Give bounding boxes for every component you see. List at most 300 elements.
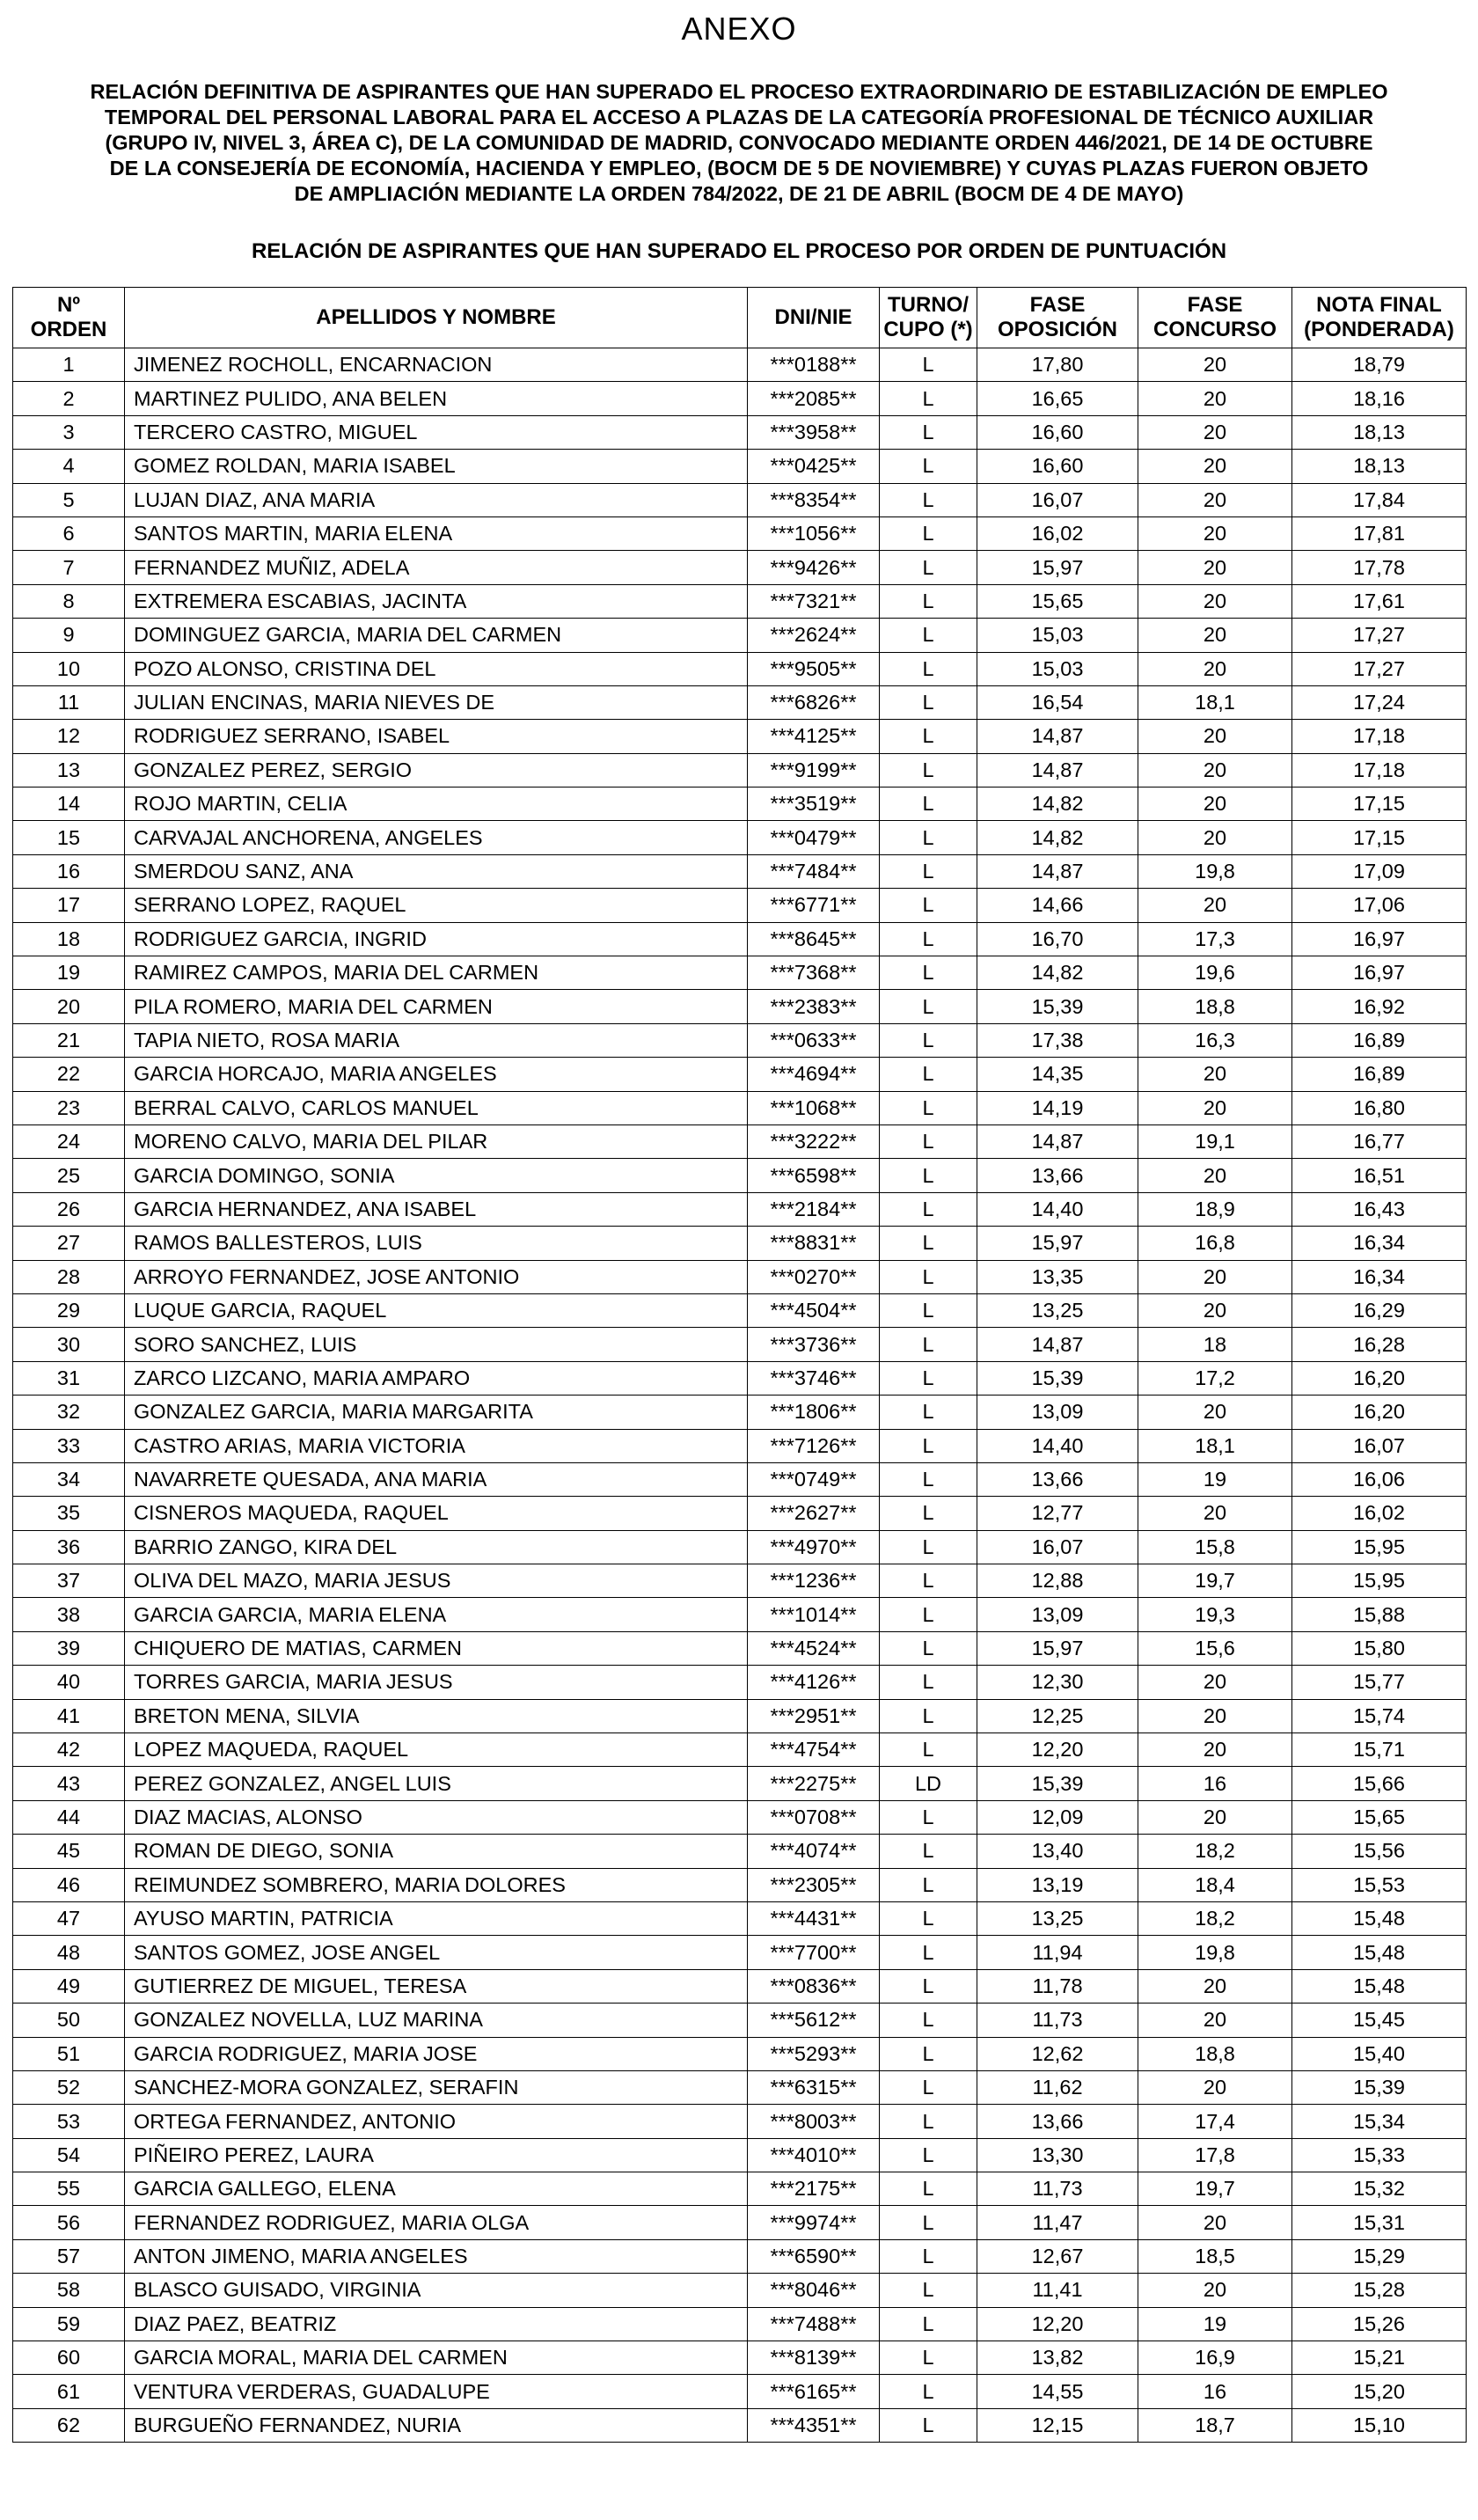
cell-dni: ***1014** (748, 1598, 880, 1631)
cell-fase-oposicion: 11,47 (977, 2206, 1138, 2239)
cell-nombre: CASTRO ARIAS, MARIA VICTORIA (125, 1429, 748, 1462)
table-row (13, 1497, 1467, 1530)
cell-orden: 19 (13, 956, 125, 990)
cell-orden: 18 (13, 922, 125, 956)
table-row (13, 450, 1467, 483)
cell-fase-concurso: 18,8 (1138, 2037, 1292, 2070)
cell-dni: ***5612** (748, 2004, 880, 2037)
header-nota-final: NOTA FINAL (PONDERADA) (1292, 288, 1467, 348)
cell-turno: L (880, 483, 977, 516)
cell-nota-final: 15,29 (1292, 2239, 1467, 2273)
cell-dni: ***4970** (748, 1530, 880, 1564)
cell-nombre: MARTINEZ PULIDO, ANA BELEN (125, 382, 748, 415)
cell-turno: L (880, 2206, 977, 2239)
cell-nombre: PIÑEIRO PEREZ, LAURA (125, 2138, 748, 2172)
cell-turno: L (880, 1091, 977, 1124)
cell-fase-oposicion: 14,87 (977, 1328, 1138, 1361)
cell-nombre: TERCERO CASTRO, MIGUEL (125, 415, 748, 449)
cell-fase-concurso: 16,9 (1138, 2341, 1292, 2375)
cell-nota-final: 15,53 (1292, 1868, 1467, 1901)
cell-orden: 36 (13, 1530, 125, 1564)
cell-orden: 40 (13, 1666, 125, 1699)
cell-nota-final: 15,40 (1292, 2037, 1467, 2070)
cell-nota-final: 17,84 (1292, 483, 1467, 516)
table-row (13, 2105, 1467, 2138)
cell-fase-oposicion: 16,65 (977, 382, 1138, 415)
cell-orden: 7 (13, 551, 125, 584)
cell-turno: L (880, 1058, 977, 1091)
cell-nota-final: 16,06 (1292, 1462, 1467, 1496)
cell-dni: ***2085** (748, 382, 880, 415)
cell-turno: L (880, 1462, 977, 1496)
cell-orden: 28 (13, 1260, 125, 1293)
cell-fase-concurso: 17,8 (1138, 2138, 1292, 2172)
cell-fase-concurso: 18 (1138, 1328, 1292, 1361)
cell-orden: 46 (13, 1868, 125, 1901)
cell-turno: L (880, 1835, 977, 1868)
cell-fase-concurso: 20 (1138, 1800, 1292, 1834)
cell-fase-concurso: 19,6 (1138, 956, 1292, 990)
cell-dni: ***2951** (748, 1699, 880, 1732)
cell-fase-concurso: 16,8 (1138, 1227, 1292, 1260)
cell-nota-final: 15,88 (1292, 1598, 1467, 1631)
cell-dni: ***4524** (748, 1631, 880, 1665)
cell-orden: 59 (13, 2307, 125, 2341)
cell-fase-concurso: 20 (1138, 652, 1292, 685)
table-row (13, 2172, 1467, 2206)
table-row (13, 1666, 1467, 1699)
cell-nota-final: 18,13 (1292, 415, 1467, 449)
cell-fase-concurso: 18,7 (1138, 2408, 1292, 2442)
cell-fase-oposicion: 15,39 (977, 1767, 1138, 1800)
cell-turno: L (880, 348, 977, 382)
cell-orden: 14 (13, 788, 125, 821)
cell-turno: L (880, 415, 977, 449)
cell-fase-concurso: 18,9 (1138, 1192, 1292, 1226)
cell-dni: ***0270** (748, 1260, 880, 1293)
cell-orden: 23 (13, 1091, 125, 1124)
cell-turno: L (880, 1564, 977, 1598)
cell-nota-final: 15,95 (1292, 1530, 1467, 1564)
cell-dni: ***4010** (748, 2138, 880, 2172)
cell-dni: ***3519** (748, 788, 880, 821)
cell-nombre: PEREZ GONZALEZ, ANGEL LUIS (125, 1767, 748, 1800)
cell-fase-concurso: 20 (1138, 1733, 1292, 1767)
cell-fase-oposicion: 11,94 (977, 1936, 1138, 1969)
cell-dni: ***2275** (748, 1767, 880, 1800)
header-turno: TURNO/ CUPO (*) (880, 288, 977, 348)
cell-fase-concurso: 20 (1138, 720, 1292, 753)
cell-dni: ***4351** (748, 2408, 880, 2442)
table-row (13, 1901, 1467, 1935)
table-row (13, 1462, 1467, 1496)
cell-nombre: GUTIERREZ DE MIGUEL, TERESA (125, 1969, 748, 2003)
cell-turno: L (880, 2408, 977, 2442)
cell-orden: 33 (13, 1429, 125, 1462)
cell-orden: 1 (13, 348, 125, 382)
cell-dni: ***1068** (748, 1091, 880, 1124)
cell-fase-oposicion: 11,78 (977, 1969, 1138, 2003)
cell-nota-final: 16,89 (1292, 1023, 1467, 1057)
cell-fase-concurso: 20 (1138, 584, 1292, 618)
cell-nota-final: 16,97 (1292, 922, 1467, 956)
cell-turno: L (880, 1733, 977, 1767)
table-row (13, 1936, 1467, 1969)
cell-fase-concurso: 19,8 (1138, 854, 1292, 888)
cell-fase-oposicion: 15,65 (977, 584, 1138, 618)
cell-turno: L (880, 1497, 977, 1530)
cell-nombre: RAMOS BALLESTEROS, LUIS (125, 1227, 748, 1260)
cell-orden: 34 (13, 1462, 125, 1496)
cell-fase-oposicion: 14,87 (977, 753, 1138, 787)
results-body (13, 348, 1467, 2443)
cell-turno: L (880, 1429, 977, 1462)
cell-fase-oposicion: 13,40 (977, 1835, 1138, 1868)
cell-nombre: SORO SANCHEZ, LUIS (125, 1328, 748, 1361)
cell-nota-final: 16,20 (1292, 1396, 1467, 1429)
table-row (13, 1159, 1467, 1192)
cell-nombre: FERNANDEZ RODRIGUEZ, MARIA OLGA (125, 2206, 748, 2239)
cell-nombre: DOMINGUEZ GARCIA, MARIA DEL CARMEN (125, 619, 748, 652)
table-row (13, 2375, 1467, 2408)
cell-fase-oposicion: 17,38 (977, 1023, 1138, 1057)
cell-fase-oposicion: 13,66 (977, 1462, 1138, 1496)
table-row (13, 483, 1467, 516)
cell-fase-oposicion: 12,88 (977, 1564, 1138, 1598)
cell-fase-oposicion: 11,41 (977, 2274, 1138, 2307)
cell-fase-oposicion: 13,09 (977, 1396, 1138, 1429)
cell-fase-concurso: 20 (1138, 450, 1292, 483)
cell-nombre: GARCIA DOMINGO, SONIA (125, 1159, 748, 1192)
cell-orden: 31 (13, 1361, 125, 1395)
cell-nombre: ARROYO FERNANDEZ, JOSE ANTONIO (125, 1260, 748, 1293)
cell-fase-oposicion: 14,87 (977, 854, 1138, 888)
cell-nota-final: 15,77 (1292, 1666, 1467, 1699)
cell-fase-oposicion: 12,09 (977, 1800, 1138, 1834)
cell-turno: L (880, 1699, 977, 1732)
cell-fase-concurso: 18,2 (1138, 1901, 1292, 1935)
cell-fase-oposicion: 16,70 (977, 922, 1138, 956)
cell-nombre: ROMAN DE DIEGO, SONIA (125, 1835, 748, 1868)
table-row (13, 382, 1467, 415)
subtitle-line: DE AMPLIACIÓN MEDIANTE LA ORDEN 784/2022, DE 21 DE ABRIL (BOCM DE 4 DE MAYO) (294, 182, 1184, 205)
cell-fase-concurso: 20 (1138, 1260, 1292, 1293)
table-row (13, 1429, 1467, 1462)
table-row (13, 1091, 1467, 1124)
cell-dni: ***0188** (748, 348, 880, 382)
cell-nota-final: 15,20 (1292, 2375, 1467, 2408)
cell-nota-final: 15,28 (1292, 2274, 1467, 2307)
cell-nombre: PILA ROMERO, MARIA DEL CARMEN (125, 990, 748, 1023)
cell-fase-concurso: 20 (1138, 1058, 1292, 1091)
cell-turno: L (880, 2138, 977, 2172)
cell-nombre: BURGUEÑO FERNANDEZ, NURIA (125, 2408, 748, 2442)
table-row (13, 2004, 1467, 2037)
cell-dni: ***1056** (748, 516, 880, 550)
cell-nota-final: 16,07 (1292, 1429, 1467, 1462)
cell-fase-concurso: 20 (1138, 2070, 1292, 2104)
cell-dni: ***4754** (748, 1733, 880, 1767)
cell-fase-oposicion: 14,40 (977, 1192, 1138, 1226)
cell-fase-concurso: 18,1 (1138, 1429, 1292, 1462)
cell-dni: ***8046** (748, 2274, 880, 2307)
cell-orden: 30 (13, 1328, 125, 1361)
table-row (13, 889, 1467, 922)
cell-nota-final: 17,15 (1292, 788, 1467, 821)
cell-fase-oposicion: 12,77 (977, 1497, 1138, 1530)
cell-nombre: JIMENEZ ROCHOLL, ENCARNACION (125, 348, 748, 382)
cell-turno: L (880, 1631, 977, 1665)
table-row (13, 1800, 1467, 1834)
cell-nota-final: 15,39 (1292, 2070, 1467, 2104)
cell-fase-concurso: 17,2 (1138, 1361, 1292, 1395)
cell-nombre: RAMIREZ CAMPOS, MARIA DEL CARMEN (125, 956, 748, 990)
cell-fase-concurso: 18,4 (1138, 1868, 1292, 1901)
cell-dni: ***1236** (748, 1564, 880, 1598)
cell-dni: ***7321** (748, 584, 880, 618)
table-row (13, 1260, 1467, 1293)
cell-nombre: RODRIGUEZ GARCIA, INGRID (125, 922, 748, 956)
cell-turno: L (880, 2375, 977, 2408)
cell-orden: 43 (13, 1767, 125, 1800)
cell-turno: L (880, 516, 977, 550)
cell-nota-final: 16,02 (1292, 1497, 1467, 1530)
cell-orden: 49 (13, 1969, 125, 2003)
cell-fase-oposicion: 13,25 (977, 1901, 1138, 1935)
cell-turno: L (880, 2004, 977, 2037)
cell-nota-final: 17,24 (1292, 685, 1467, 719)
cell-turno: L (880, 1901, 977, 1935)
cell-fase-concurso: 16 (1138, 2375, 1292, 2408)
cell-dni: ***0479** (748, 821, 880, 854)
cell-nota-final: 17,27 (1292, 619, 1467, 652)
cell-nombre: REIMUNDEZ SOMBRERO, MARIA DOLORES (125, 1868, 748, 1901)
table-row (13, 685, 1467, 719)
cell-nombre: LUJAN DIAZ, ANA MARIA (125, 483, 748, 516)
table-row (13, 2341, 1467, 2375)
cell-dni: ***8354** (748, 483, 880, 516)
cell-orden: 13 (13, 753, 125, 787)
cell-orden: 58 (13, 2274, 125, 2307)
cell-nota-final: 15,21 (1292, 2341, 1467, 2375)
table-row (13, 1124, 1467, 1158)
cell-fase-oposicion: 13,66 (977, 2105, 1138, 2138)
cell-orden: 52 (13, 2070, 125, 2104)
cell-dni: ***2305** (748, 1868, 880, 1901)
table-row (13, 2274, 1467, 2307)
cell-nombre: SANCHEZ-MORA GONZALEZ, SERAFIN (125, 2070, 748, 2104)
cell-nota-final: 16,20 (1292, 1361, 1467, 1395)
cell-turno: L (880, 1124, 977, 1158)
cell-dni: ***4126** (748, 1666, 880, 1699)
cell-nombre: BARRIO ZANGO, KIRA DEL (125, 1530, 748, 1564)
table-row (13, 1564, 1467, 1598)
cell-orden: 54 (13, 2138, 125, 2172)
cell-dni: ***0425** (748, 450, 880, 483)
cell-nota-final: 17,61 (1292, 584, 1467, 618)
cell-nota-final: 17,27 (1292, 652, 1467, 685)
cell-orden: 32 (13, 1396, 125, 1429)
cell-orden: 16 (13, 854, 125, 888)
cell-nota-final: 15,48 (1292, 1901, 1467, 1935)
cell-nombre: SANTOS MARTIN, MARIA ELENA (125, 516, 748, 550)
cell-turno: L (880, 551, 977, 584)
cell-nota-final: 17,81 (1292, 516, 1467, 550)
cell-fase-concurso: 20 (1138, 753, 1292, 787)
table-row (13, 1631, 1467, 1665)
cell-turno: L (880, 1868, 977, 1901)
cell-fase-oposicion: 15,39 (977, 1361, 1138, 1395)
cell-orden: 35 (13, 1497, 125, 1530)
cell-nombre: GOMEZ ROLDAN, MARIA ISABEL (125, 450, 748, 483)
cell-orden: 38 (13, 1598, 125, 1631)
cell-nota-final: 16,80 (1292, 1091, 1467, 1124)
cell-nota-final: 16,34 (1292, 1227, 1467, 1260)
cell-fase-oposicion: 13,30 (977, 2138, 1138, 2172)
cell-orden: 12 (13, 720, 125, 753)
cell-dni: ***3736** (748, 1328, 880, 1361)
table-row (13, 922, 1467, 956)
cell-fase-oposicion: 15,03 (977, 619, 1138, 652)
cell-turno: L (880, 922, 977, 956)
cell-nombre: JULIAN ENCINAS, MARIA NIEVES DE (125, 685, 748, 719)
table-row (13, 1293, 1467, 1327)
table-row (13, 1361, 1467, 1395)
cell-nombre: NAVARRETE QUESADA, ANA MARIA (125, 1462, 748, 1496)
cell-fase-oposicion: 13,25 (977, 1293, 1138, 1327)
cell-nombre: RODRIGUEZ SERRANO, ISABEL (125, 720, 748, 753)
cell-orden: 47 (13, 1901, 125, 1935)
cell-orden: 24 (13, 1124, 125, 1158)
cell-fase-concurso: 19,1 (1138, 1124, 1292, 1158)
cell-fase-oposicion: 17,80 (977, 348, 1138, 382)
cell-dni: ***7368** (748, 956, 880, 990)
cell-dni: ***7126** (748, 1429, 880, 1462)
subtitle-line: DE LA CONSEJERÍA DE ECONOMÍA, HACIENDA Y EMPLEO, (BOCM DE 5 DE NOVIEMBRE) Y CUYAS PLAZAS FUERON OBJETO (109, 157, 1369, 179)
cell-fase-oposicion: 13,09 (977, 1598, 1138, 1631)
cell-nombre: LOPEZ MAQUEDA, RAQUEL (125, 1733, 748, 1767)
cell-dni: ***6598** (748, 1159, 880, 1192)
cell-orden: 4 (13, 450, 125, 483)
cell-orden: 42 (13, 1733, 125, 1767)
cell-orden: 8 (13, 584, 125, 618)
table-row (13, 551, 1467, 584)
cell-nota-final: 16,43 (1292, 1192, 1467, 1226)
cell-turno: L (880, 619, 977, 652)
cell-dni: ***3958** (748, 415, 880, 449)
cell-turno: L (880, 2037, 977, 2070)
cell-nota-final: 16,28 (1292, 1328, 1467, 1361)
cell-turno: L (880, 1361, 977, 1395)
table-row (13, 652, 1467, 685)
cell-turno: L (880, 1227, 977, 1260)
table-row (13, 821, 1467, 854)
cell-orden: 56 (13, 2206, 125, 2239)
cell-fase-concurso: 20 (1138, 889, 1292, 922)
cell-nombre: CHIQUERO DE MATIAS, CARMEN (125, 1631, 748, 1665)
cell-orden: 61 (13, 2375, 125, 2408)
cell-nombre: GARCIA MORAL, MARIA DEL CARMEN (125, 2341, 748, 2375)
table-row (13, 348, 1467, 382)
cell-nota-final: 15,95 (1292, 1564, 1467, 1598)
cell-fase-concurso: 20 (1138, 348, 1292, 382)
cell-nota-final: 15,71 (1292, 1733, 1467, 1767)
cell-dni: ***1806** (748, 1396, 880, 1429)
table-row (13, 619, 1467, 652)
cell-dni: ***4694** (748, 1058, 880, 1091)
cell-nombre: DIAZ PAEZ, BEATRIZ (125, 2307, 748, 2341)
cell-orden: 50 (13, 2004, 125, 2037)
cell-fase-oposicion: 14,55 (977, 2375, 1138, 2408)
cell-nombre: DIAZ MACIAS, ALONSO (125, 1800, 748, 1834)
cell-turno: L (880, 2172, 977, 2206)
cell-fase-oposicion: 13,19 (977, 1868, 1138, 1901)
cell-dni: ***2624** (748, 619, 880, 652)
cell-turno: L (880, 1159, 977, 1192)
cell-orden: 5 (13, 483, 125, 516)
cell-nota-final: 17,18 (1292, 753, 1467, 787)
cell-fase-oposicion: 12,62 (977, 2037, 1138, 2070)
cell-fase-oposicion: 12,15 (977, 2408, 1138, 2442)
cell-dni: ***7488** (748, 2307, 880, 2341)
cell-fase-oposicion: 14,35 (977, 1058, 1138, 1091)
cell-dni: ***6771** (748, 889, 880, 922)
cell-dni: ***9505** (748, 652, 880, 685)
cell-dni: ***7484** (748, 854, 880, 888)
cell-orden: 27 (13, 1227, 125, 1260)
cell-dni: ***4074** (748, 1835, 880, 1868)
cell-nombre: ANTON JIMENO, MARIA ANGELES (125, 2239, 748, 2273)
cell-nombre: GARCIA GARCIA, MARIA ELENA (125, 1598, 748, 1631)
table-row (13, 2307, 1467, 2341)
cell-turno: L (880, 1800, 977, 1834)
cell-turno: L (880, 1192, 977, 1226)
cell-orden: 11 (13, 685, 125, 719)
cell-nombre: SERRANO LOPEZ, RAQUEL (125, 889, 748, 922)
results-table (12, 287, 1467, 2443)
table-row (13, 990, 1467, 1023)
cell-dni: ***9199** (748, 753, 880, 787)
cell-dni: ***3222** (748, 1124, 880, 1158)
cell-fase-concurso: 20 (1138, 1396, 1292, 1429)
table-row (13, 1058, 1467, 1091)
cell-turno: L (880, 685, 977, 719)
cell-turno: LD (880, 1767, 977, 1800)
cell-turno: L (880, 584, 977, 618)
cell-nombre: SMERDOU SANZ, ANA (125, 854, 748, 888)
cell-turno: L (880, 1969, 977, 2003)
cell-orden: 60 (13, 2341, 125, 2375)
cell-fase-oposicion: 15,97 (977, 551, 1138, 584)
cell-orden: 17 (13, 889, 125, 922)
cell-dni: ***4125** (748, 720, 880, 753)
cell-fase-oposicion: 14,82 (977, 821, 1138, 854)
cell-nota-final: 18,79 (1292, 348, 1467, 382)
table-row (13, 854, 1467, 888)
cell-dni: ***8645** (748, 922, 880, 956)
cell-nota-final: 16,51 (1292, 1159, 1467, 1192)
cell-orden: 51 (13, 2037, 125, 2070)
cell-fase-concurso: 20 (1138, 483, 1292, 516)
cell-nota-final: 15,31 (1292, 2206, 1467, 2239)
table-row (13, 1530, 1467, 1564)
cell-fase-concurso: 18,5 (1138, 2239, 1292, 2273)
cell-fase-concurso: 19,7 (1138, 2172, 1292, 2206)
cell-fase-oposicion: 11,73 (977, 2172, 1138, 2206)
cell-nombre: GARCIA HERNANDEZ, ANA ISABEL (125, 1192, 748, 1226)
cell-turno: L (880, 1666, 977, 1699)
cell-turno: L (880, 1936, 977, 1969)
